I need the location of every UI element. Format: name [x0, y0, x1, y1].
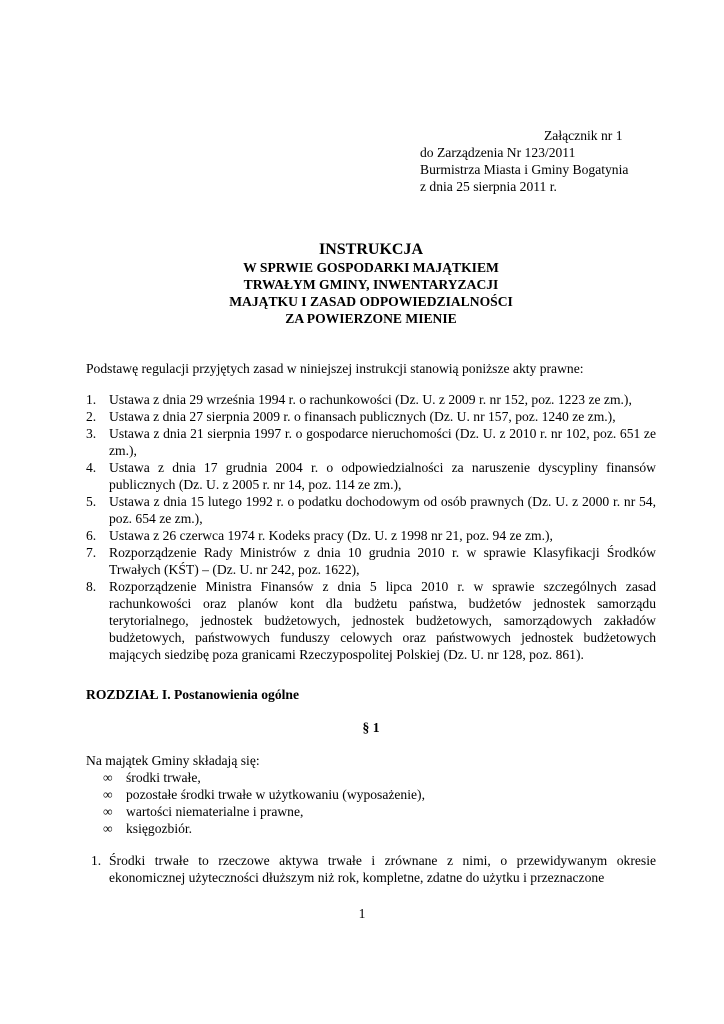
list-item: 1. Środki trwałe to rzeczowe aktywa trwałe i zrównane z nimi, o przewidywanym okresie ekonomicznej użyteczności dłuższym niż rok, kompletne, zdatne do użytku i przeznaczone — [91, 853, 656, 885]
assets-list — [103, 769, 425, 837]
intro-paragraph: Podstawę regulacji przyjętych zasad w niniejszej instrukcji stanowią poniższe akty prawne: — [86, 361, 584, 376]
list-item: ∞ środki trwałe, — [103, 770, 201, 785]
annex-line-3: Burmistrza Miasta i Gminy Bogatynia — [420, 162, 629, 177]
annex-line-4: z dnia 25 sierpnia 2011 r. — [420, 179, 557, 194]
list-item: 3. Ustawa z dnia 21 sierpnia 1997 r. o gospodarce nieruchomości (Dz. U. z 2010 r. nr 102, poz. 651 ze zm.), — [86, 426, 656, 458]
bullet-icon: ∞ — [103, 821, 113, 836]
bullet-icon: ∞ — [103, 770, 113, 785]
list-item: ∞ wartości niematerialne i prawne, — [103, 804, 304, 819]
bullet-icon: ∞ — [103, 804, 113, 819]
list-item: 5. Ustawa z dnia 15 lutego 1992 r. o podatku dochodowym od osób prawnych (Dz. U. z 2000 r. nr 54, poz. 654 ze zm.), — [86, 494, 656, 526]
list-item: 2. Ustawa z dnia 27 sierpnia 2009 r. o finansach publicznych (Dz. U. nr 157, poz. 1240 ze zm.), — [86, 409, 616, 424]
list-item: ∞ księgozbiór. — [103, 821, 193, 836]
definitions-list — [86, 852, 656, 886]
title-sub-4: ZA POWIERZONE MIENIE — [285, 311, 457, 326]
title-main: INSTRUKCJA — [318, 241, 423, 258]
document-title — [86, 240, 656, 327]
page-number: 1 — [358, 906, 366, 921]
annex-header — [420, 127, 680, 195]
chapter-heading: ROZDZIAŁ I. Postanowienia ogólne — [86, 687, 299, 702]
paragraph-heading: § 1 — [362, 720, 380, 735]
bullet-icon: ∞ — [103, 787, 113, 802]
title-sub-3: MAJĄTKU I ZASAD ODPOWIEDZIALNOŚCI — [229, 294, 513, 309]
list-item: 7. Rozporządzenie Rady Ministrów z dnia 10 grudnia 2010 r. w sprawie Klasyfikacji Środków Trwałych (KŚT) – (Dz. U. nr 242, poz. 1622), — [86, 545, 656, 577]
title-sub-2: TRWAŁYM GMINY, INWENTARYZACJI — [243, 277, 499, 292]
list-item: 6. Ustawa z 26 czerwca 1974 r. Kodeks pracy (Dz. U. z 1998 nr 21, poz. 94 ze zm.), — [86, 528, 553, 543]
assets-intro: Na majątek Gminy składają się: — [86, 753, 260, 768]
list-item: 4. Ustawa z dnia 17 grudnia 2004 r. o odpowiedzialności za naruszenie dyscypliny finansów publicznych (Dz. U. z 2005 r. nr 14, poz. 114 ze zm.), — [86, 460, 656, 492]
annex-line-2: do Zarządzenia Nr 123/2011 — [420, 145, 576, 160]
list-item: 8. Rozporządzenie Ministra Finansów z dnia 5 lipca 2010 r. w sprawie szczególnych zasad rachunkowości oraz planów kont dla budżetu państwa, budżetów jednostek samorządu terytorialnego, jednostek budżetowych, jednostek budżetowych, samorządowych zakładów budżetowych, państwowych funduszy celowych oraz państwowych jednostek budżetowych mających siedzibę poza granicami Rzeczypospolitej Polskiej (Dz. U. nr 128, poz. 861). — [86, 579, 656, 662]
title-sub-1: W SPRWIE GOSPODARKI MAJĄTKIEM — [243, 260, 499, 275]
list-item: ∞ pozostałe środki trwałe w użytkowaniu (wyposażenie), — [103, 787, 425, 802]
annex-line-1: Załącznik nr 1 — [544, 128, 623, 143]
list-item: 1. Ustawa z dnia 29 września 1994 r. o rachunkowości (Dz. U. z 2009 r. nr 152, poz. 1223 ze zm.), — [86, 392, 632, 407]
legal-acts-list — [86, 391, 656, 663]
